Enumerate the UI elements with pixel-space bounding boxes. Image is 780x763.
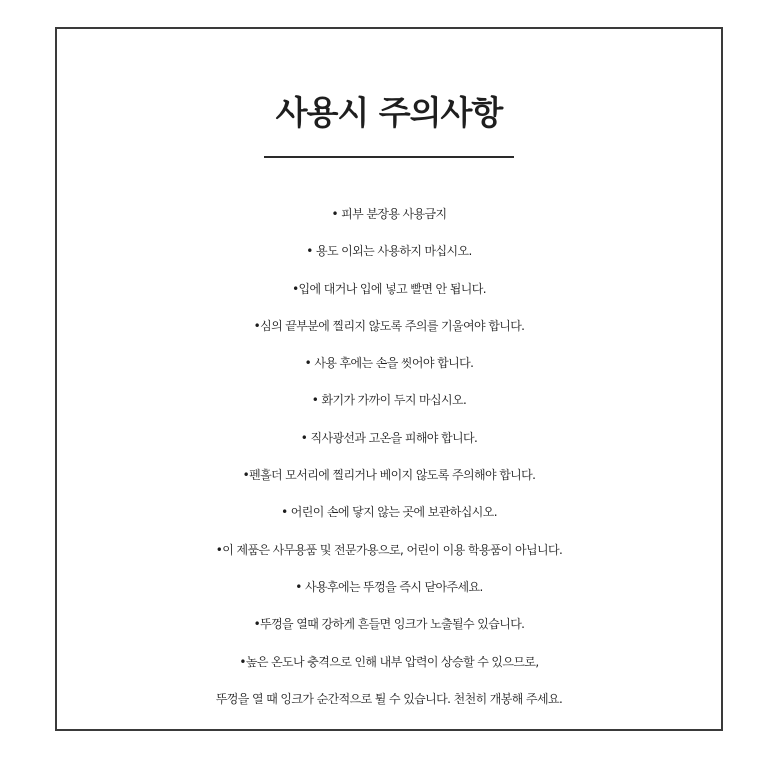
caution-item: •이 제품은 사무용품 및 전문가용으로, 어린이 이용 학용품이 아닙니다. — [215, 542, 563, 557]
caution-item: •뚜껑을 열때 강하게 흔들면 잉크가 노출될수 있습니다. — [253, 617, 525, 632]
caution-item: • 사용 후에는 손을 씻어야 합니다. — [304, 356, 474, 371]
title-underline — [264, 156, 514, 158]
caution-item: • 용도 이외는 사용하지 마십시오. — [306, 244, 472, 259]
notice-title: 사용시 주의사항 — [275, 93, 503, 132]
caution-item: • 직사광선과 고온을 피해야 합니다. — [300, 430, 478, 445]
caution-item: • 피부 분장용 사용금지 — [331, 207, 447, 221]
caution-item: •높은 온도나 충격으로 인해 내부 압력이 상승할 수 있으므로, — [239, 654, 539, 669]
caution-item: •펜홀더 모서리에 찔리거나 베이지 않도록 주의해야 합니다. — [242, 468, 536, 483]
caution-item: • 화기가 가까이 두지 마십시오. — [311, 393, 467, 408]
caution-item: • 어린이 손에 닿지 않는 곳에 보관하십시오. — [281, 505, 497, 520]
caution-item: •입에 대거나 입에 넣고 빨면 안 됩니다. — [292, 281, 486, 296]
caution-item: •심의 끝부분에 찔리지 않도록 주의를 기울여야 합니다. — [253, 318, 525, 333]
caution-list — [57, 196, 721, 718]
caution-item-continuation: 뚜껑을 열 때 잉크가 순간적으로 튈 수 있습니다. 천천히 개봉해 주세요. — [215, 691, 563, 706]
caution-notice-box — [55, 27, 723, 731]
caution-item: • 사용후에는 뚜껑을 즉시 닫아주세요. — [295, 579, 483, 594]
